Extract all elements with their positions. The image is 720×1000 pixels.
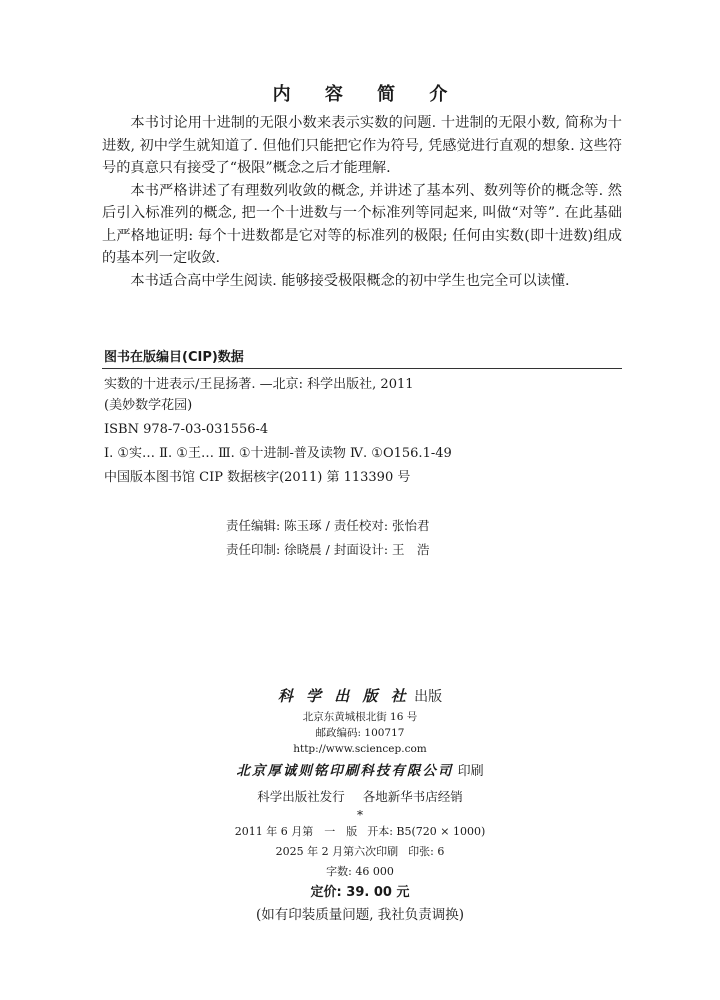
- printer-suffix: 印刷: [457, 764, 484, 779]
- cip-number: 中国版本图书馆 CIP 数据核字(2011) 第 113390 号: [104, 470, 411, 485]
- postal-code: 邮政编码: 100717: [315, 727, 405, 739]
- intro-text: [102, 112, 622, 292]
- cip-divider: [102, 368, 622, 369]
- book-format: 开本: B5(720 × 1000): [367, 825, 486, 838]
- cip-isbn: ISBN 978-7-03-031556-4: [104, 422, 269, 437]
- cip-series: (美妙数学花园): [104, 398, 193, 413]
- cip-block: [104, 374, 622, 488]
- printer-name: 北京厚诚则铭印刷科技有限公司: [236, 763, 454, 779]
- printing-row: [0, 842, 720, 862]
- publisher-row: [0, 684, 720, 709]
- publisher-website: http://www.sciencep.com: [293, 743, 427, 755]
- quality-notice: (如有印装质量问题, 我社负责调换): [255, 907, 465, 923]
- credits-production: 责任印制: 徐晓晨 / 封面设计: 王 浩: [226, 542, 430, 557]
- cip-classification: Ⅰ. ①实… Ⅱ. ①王… Ⅲ. ①十进制-普及读物 Ⅳ. ①O156.1-49: [104, 446, 452, 461]
- edition-row: [0, 822, 720, 842]
- publisher-logo: 科 学 出 版 社: [277, 687, 410, 705]
- intro-paragraph: 本书适合高中学生阅读. 能够接受极限概念的初中学生也完全可以读懂.: [130, 272, 570, 289]
- section-title: 内 容 简 介: [272, 84, 462, 105]
- printer-row: [0, 759, 720, 784]
- publisher-address: 北京东黄城根北街 16 号: [302, 711, 418, 723]
- price: 定价: 39. 00 元: [310, 885, 410, 900]
- credits-editors: 责任编辑: 陈玉琢 / 责任校对: 张怡君: [226, 518, 430, 533]
- cip-title-line: 实数的十进表示/王昆扬著. —北京: 科学出版社, 2011: [104, 377, 414, 392]
- sheets-count: 印张: 6: [408, 845, 445, 858]
- intro-paragraph: 本书讨论用十进制的无限小数来表示实数的问题. 十进制的无限小数, 简称为十进数, 初中学生就知道了. 但他们只能把它作为符号, 凭感觉进行直观的想象. 这些符号的真意只有接受了“极限”概念之后才能理解.: [102, 115, 622, 176]
- distribution-row: [0, 786, 720, 808]
- separator-star: *: [357, 808, 363, 822]
- imprint-block: [0, 684, 720, 926]
- intro-paragraph: 本书严格讲述了有理数列收敛的概念, 并讲述了基本列、数列等价的概念等. 然后引入标准列的概念, 把一个十进数与一个标准列等同起来, 叫做“对等”. 在此基础上严格地证明: 每个十进数都是它对等的标准列的极限; 任何由实数(即十进数)组成的基本列一定收敛.: [102, 182, 622, 266]
- printing-info: 2025 年 2 月第六次印刷: [275, 845, 399, 858]
- cip-heading: 图书在版编目(CIP)数据: [104, 350, 244, 365]
- distributor: 科学出版社发行: [257, 789, 345, 804]
- first-edition: 2011 年 6 月第 一 版: [234, 825, 358, 838]
- retailer: 各地新华书店经销: [362, 789, 463, 804]
- word-count: 字数: 46 000: [326, 865, 394, 878]
- credits-block: [226, 514, 430, 562]
- publisher-suffix: 出版: [414, 689, 443, 705]
